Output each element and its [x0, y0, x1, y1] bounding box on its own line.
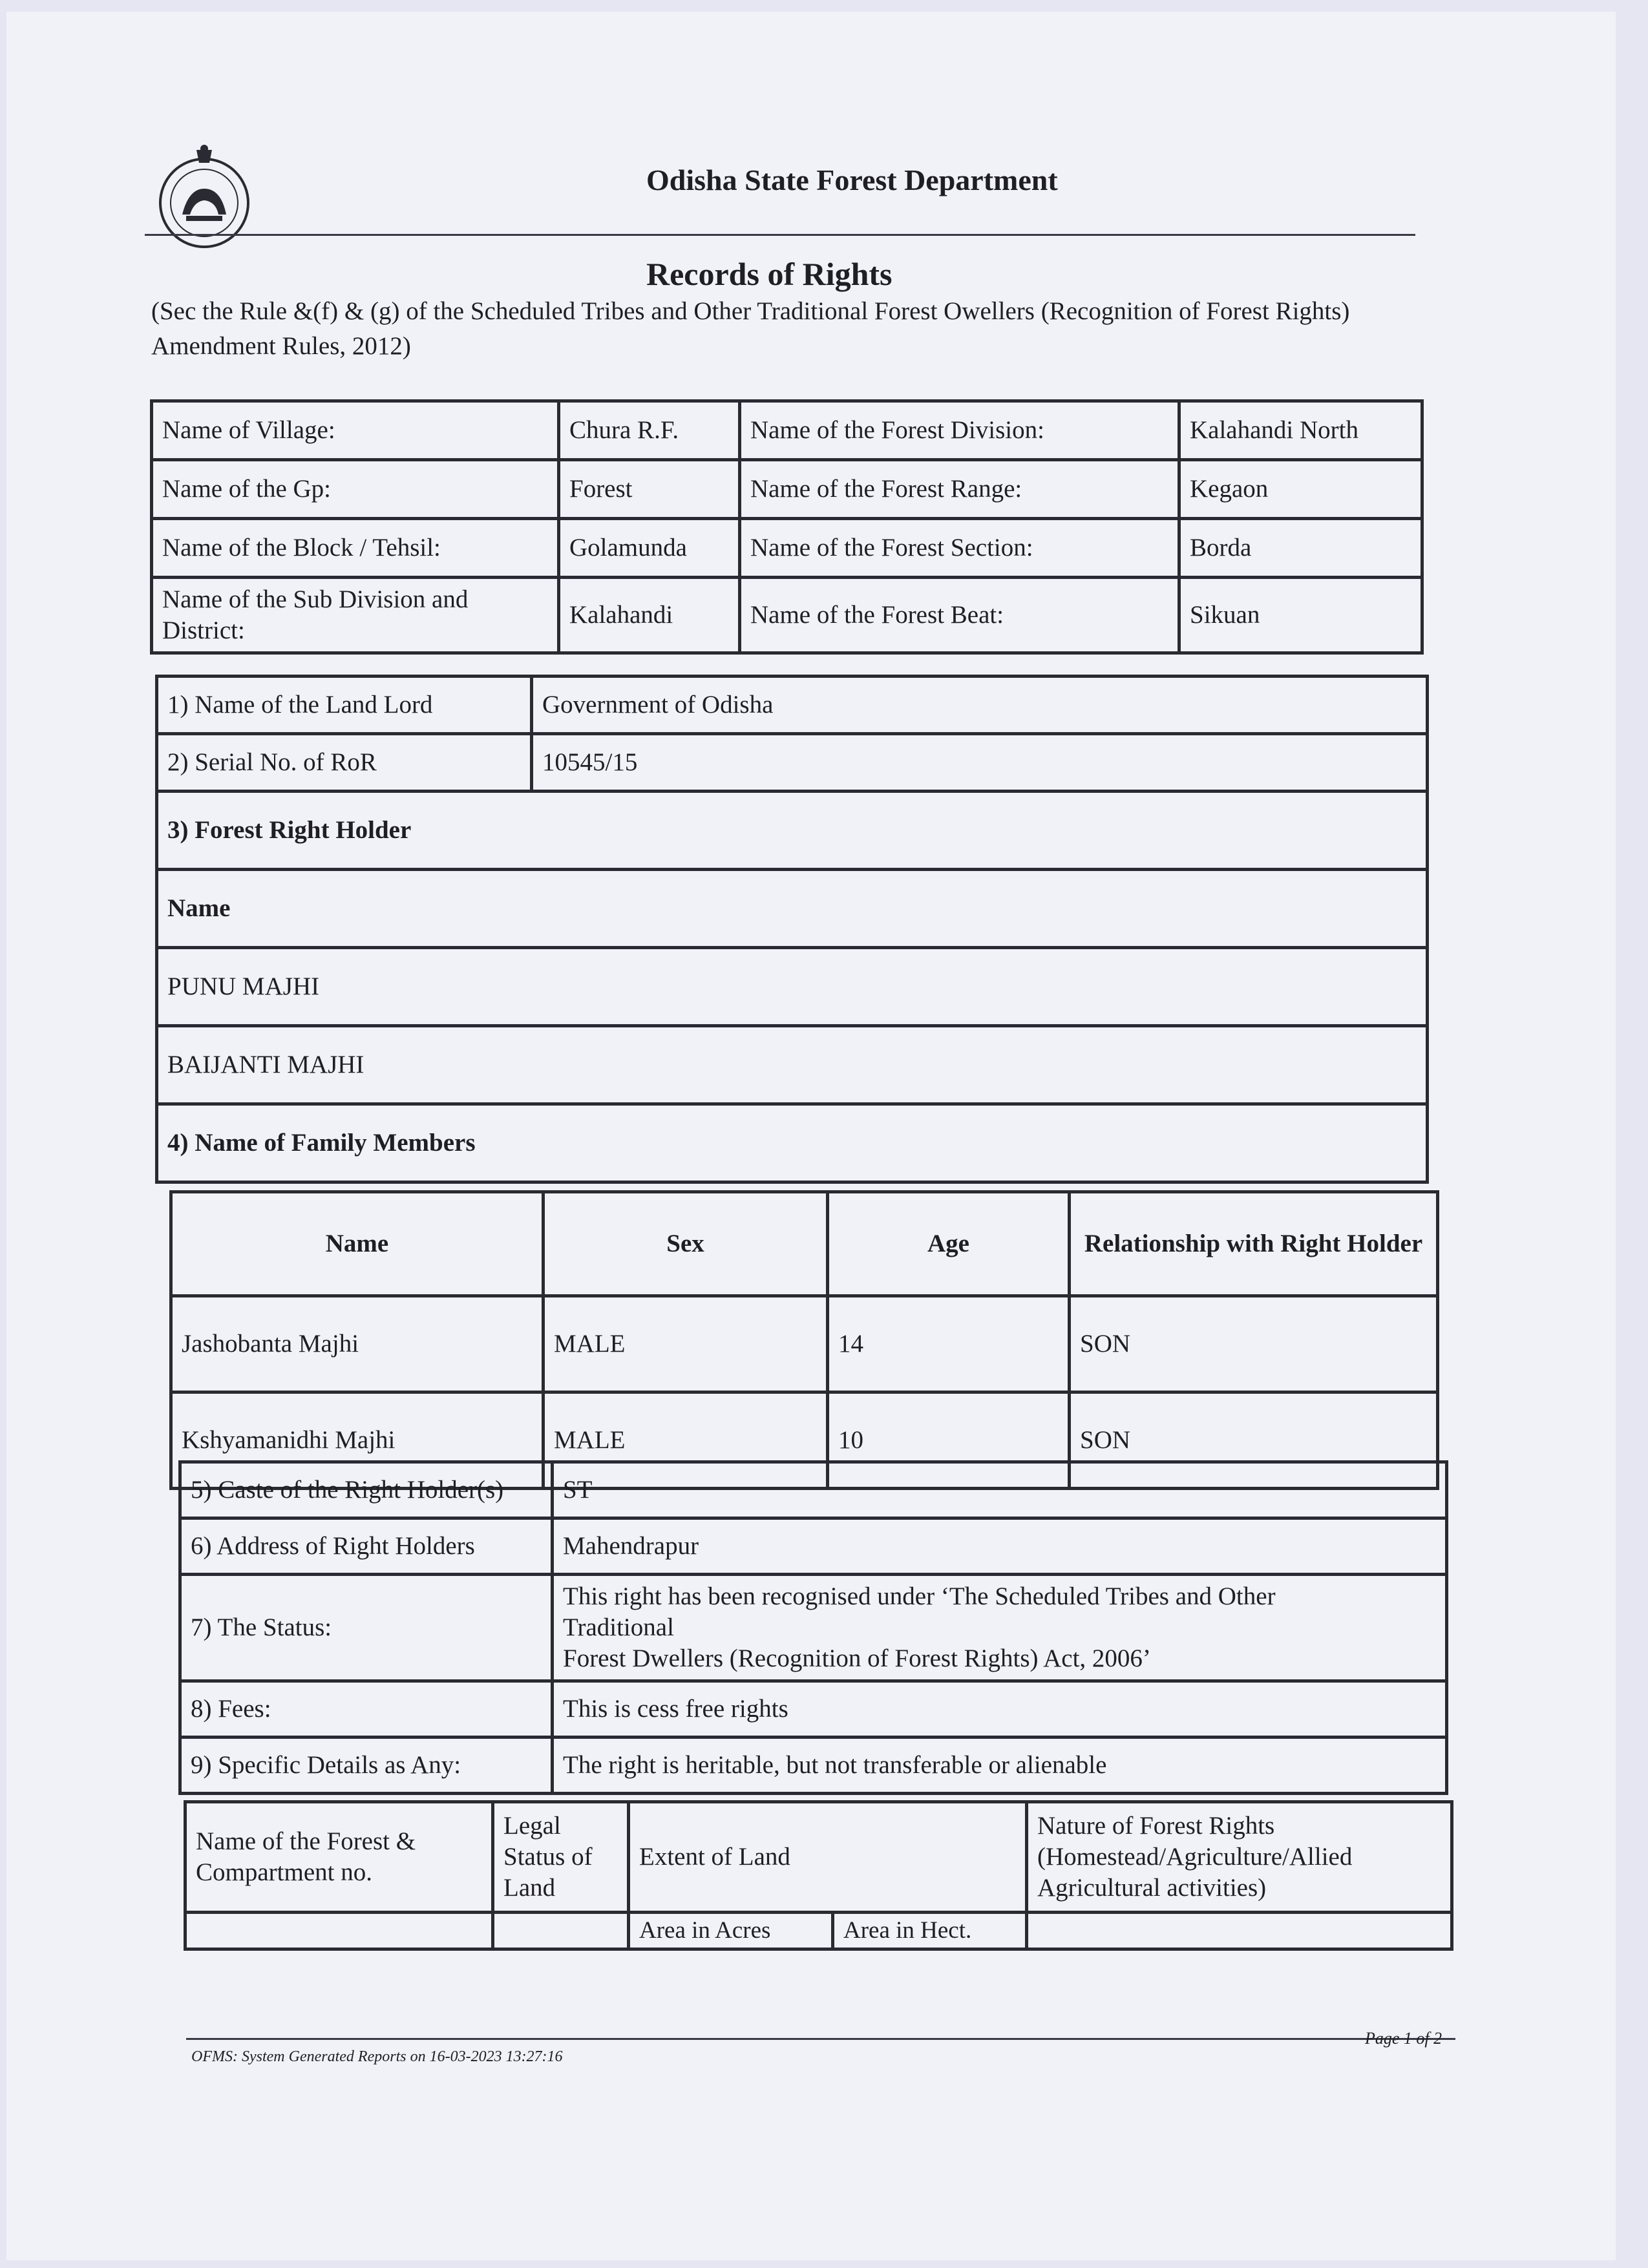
status-line-2: Traditional — [563, 1613, 674, 1641]
department-title: Odisha State Forest Department — [646, 163, 1058, 196]
block-value: Golamunda — [559, 519, 740, 578]
forest-compartment-label: Name of the Forest & Compartment no. — [185, 1802, 493, 1913]
beat-label: Name of the Forest Beat: — [740, 578, 1179, 653]
range-value: Kegaon — [1179, 460, 1422, 519]
document-title: Records of Rights — [646, 256, 893, 292]
page-number: Page 1 of 2 — [1365, 2029, 1442, 2048]
division-value: Kalahandi North — [1179, 401, 1422, 460]
family-member-age: 10 — [828, 1392, 1070, 1489]
subdivision-value: Kalahandi — [559, 578, 740, 653]
rights-table — [155, 675, 1429, 1184]
section-value: Borda — [1179, 519, 1422, 578]
caste-label: 5) Caste of the Right Holder(s) — [180, 1462, 553, 1518]
family-member-relation: SON — [1070, 1296, 1438, 1392]
beat-value: Sikuan — [1179, 578, 1422, 653]
area-hect-label: Area in Hect. — [833, 1913, 1027, 1949]
specific-details-label: 9) Specific Details as Any: — [180, 1738, 553, 1794]
forest-compartment-value — [185, 1913, 493, 1949]
family-member-sex: MALE — [544, 1296, 828, 1392]
status-label: 7) The Status: — [180, 1575, 553, 1681]
status-line-1: This right has been recognised under ‘The Scheduled Tribes and Other — [563, 1582, 1276, 1610]
family-member-name: Kshyamanidhi Majhi — [171, 1392, 544, 1489]
family-heading: 4) Name of Family Members — [157, 1104, 1428, 1182]
location-table — [150, 399, 1424, 655]
table-row — [171, 1296, 1438, 1392]
specific-details-value: The right is heritable, but not transferable or alienable — [553, 1738, 1447, 1794]
block-label: Name of the Block / Tehsil: — [152, 519, 559, 578]
address-value: Mahendrapur — [553, 1518, 1447, 1575]
legal-status-label: Legal Status of Land — [493, 1802, 629, 1913]
footer-divider — [186, 2038, 1455, 2040]
area-acres-label: Area in Acres — [629, 1913, 833, 1949]
extent-of-land-label: Extent of Land — [629, 1802, 1027, 1913]
family-member-age: 14 — [828, 1296, 1070, 1392]
status-value — [553, 1575, 1447, 1681]
legal-status-value — [493, 1913, 629, 1949]
landlord-value: Government of Odisha — [532, 677, 1428, 734]
serial-label: 2) Serial No. of RoR — [157, 734, 532, 792]
footer-generated: OFMS: System Generated Reports on 16-03-2023 13:27:16 — [191, 2048, 563, 2065]
family-header-sex: Sex — [544, 1192, 828, 1296]
holder-name-1: PUNU MAJHI — [157, 948, 1428, 1026]
family-header-relationship: Relationship with Right Holder — [1070, 1192, 1438, 1296]
document-subtitle: (Sec the Rule &(f) & (g) of the Scheduled Tribes and Other Traditional Forest Owellers (Recognition of Forest Rights) Amendment Rules, 2012) — [151, 297, 1350, 360]
gp-value: Forest — [559, 460, 740, 519]
division-label: Name of the Forest Division: — [740, 401, 1179, 460]
holder-heading: 3) Forest Right Holder — [157, 792, 1428, 870]
subdivision-label: Name of the Sub Division and District: — [152, 578, 559, 653]
details-table — [178, 1460, 1448, 1795]
status-line-3: Forest Dwellers (Recognition of Forest Rights) Act, 2006’ — [563, 1644, 1151, 1672]
village-label: Name of Village: — [152, 401, 559, 460]
family-table — [169, 1190, 1439, 1490]
holder-name-2: BAIJANTI MAJHI — [157, 1026, 1428, 1104]
serial-value: 10545/15 — [532, 734, 1428, 792]
landlord-label: 1) Name of the Land Lord — [157, 677, 532, 734]
range-label: Name of the Forest Range: — [740, 460, 1179, 519]
gp-label: Name of the Gp: — [152, 460, 559, 519]
family-member-relation: SON — [1070, 1392, 1438, 1489]
fees-value: This is cess free rights — [553, 1681, 1447, 1738]
family-member-sex: MALE — [544, 1392, 828, 1489]
fees-label: 8) Fees: — [180, 1681, 553, 1738]
holder-name-heading: Name — [157, 870, 1428, 948]
family-member-name: Jashobanta Majhi — [171, 1296, 544, 1392]
header-divider — [145, 234, 1415, 236]
nature-of-rights-label: Nature of Forest Rights (Homestead/Agriculture/Allied Agricultural activities) — [1027, 1802, 1452, 1913]
family-header-name: Name — [171, 1192, 544, 1296]
village-value: Chura R.F. — [559, 401, 740, 460]
nature-of-rights-value — [1027, 1913, 1452, 1949]
section-label: Name of the Forest Section: — [740, 519, 1179, 578]
land-table — [184, 1800, 1453, 1951]
address-label: 6) Address of Right Holders — [180, 1518, 553, 1575]
family-header-age: Age — [828, 1192, 1070, 1296]
caste-value: ST — [553, 1462, 1447, 1518]
